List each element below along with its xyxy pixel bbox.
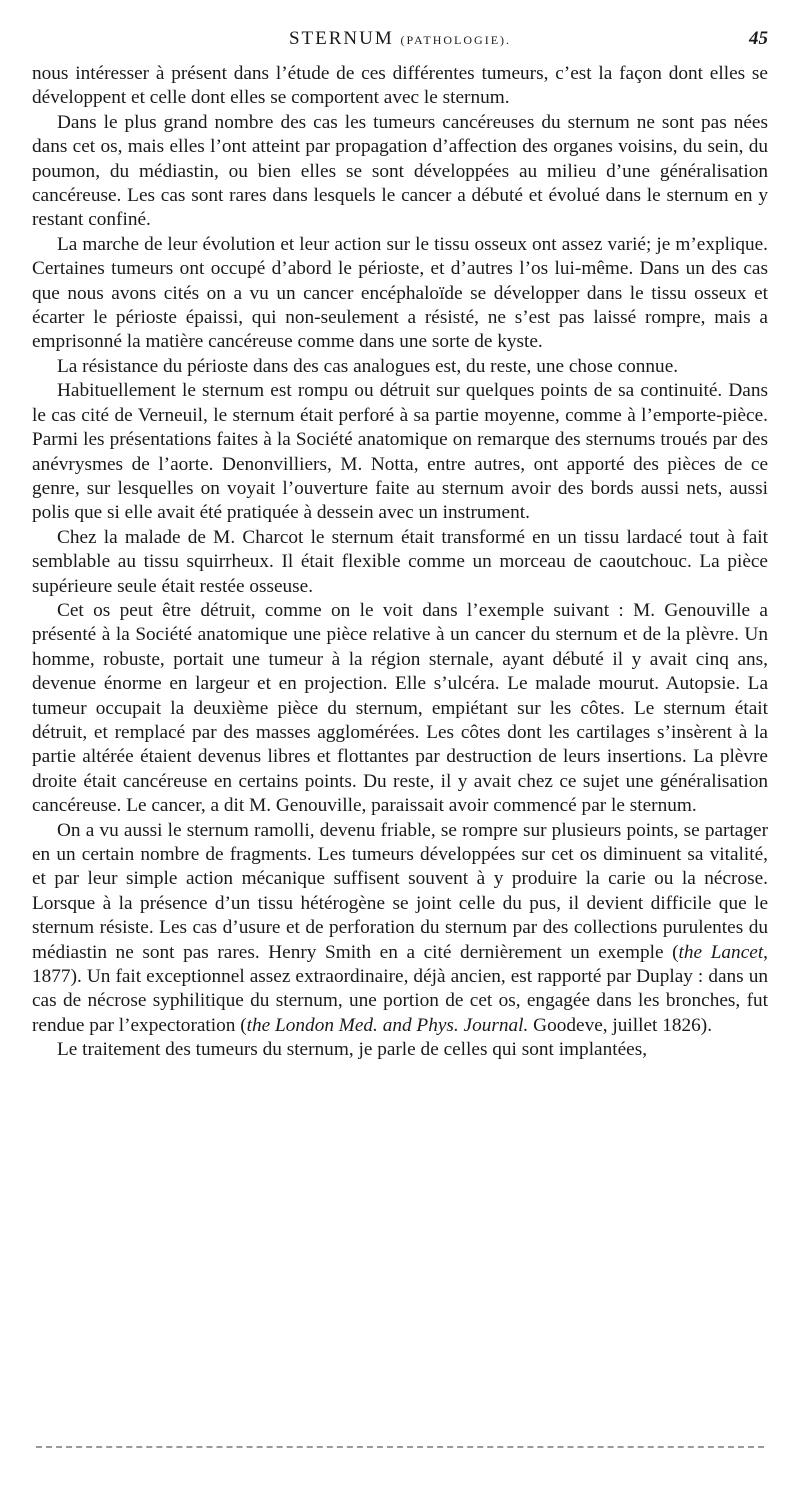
paragraph-8-text-b: , 1877). Un fait exceptionnel assez extraordinaire, déjà ancien, est rapporté par Duplay : dans un cas de nécrose syphilitique du sternum, une portion de cet os, engagée dans les bronches, fut rendue par l’expectoration ( [32,941,768,1036]
paragraph-8-text-c: Goodeve, juillet 1826). [528,1014,713,1036]
document-page [32,28,768,1063]
paragraph-4: La résistance du périoste dans des cas analogues est, du reste, une chose connue. [57,355,679,377]
paragraph-2: Dans le plus grand nombre des cas les tumeurs cancéreuses du sternum ne sont pas nées dans cet os, mais elles l’ont atteint par propagation d’affection des organes voisins, du sein, du poumon, du médiastin, ou bien elles se sont développées au milieu d’une généralisation cancéreuse. Les cas sont rares dans lesquels le cancer a débuté et évolué dans le sternum en y restant confiné. [32,111,768,231]
paragraph-3: La marche de leur évolution et leur action sur le tissu osseux ont assez varié; je m’explique. Certaines tumeurs ont occupé d’abord le périoste, et d’autres l’os lui-même. Dans un des cas que nous avons cités on a vu un cancer encéphaloïde se développer dans le tissu osseux et écarter le périoste épaissi, qui non-seulement a résisté, ne s’est pas laissé rompre, mais a emprisonné la matière cancéreuse comme dans une sorte de kyste. [32,233,768,353]
paragraph-9: Le traitement des tumeurs du sternum, je parle de celles qui sont implantées, [57,1039,648,1061]
paragraph-6: Chez la malade de M. Charcot le sternum était transformé en un tissu lardacé tout à fait semblable au tissu squirrheux. Il était flexible comme un morceau de caoutchouc. La pièce supérieure seule était restée osseuse. [32,526,768,597]
citation-the-lancet: the Lancet [678,941,764,963]
running-title-main: STERNUM [288,28,394,49]
running-title-section: (PATHOLOGIE). [400,33,512,47]
bottom-dotted-rule [36,1446,764,1448]
paragraph-8 [32,819,768,1039]
page-number: 45 [749,28,768,49]
paragraph-1: nous intéresser à présent dans l’étude de ces différentes tumeurs, c’est la façon dont elles se développent et celle dont elles se comportent avec le sternum. [32,63,768,109]
paragraph-7: Cet os peut être détruit, comme on le voit dans l’exemple suivant : M. Genouville a présenté à la Société anatomique une pièce relative à un cancer du sternum et de la plèvre. Un homme, robuste, portait une tumeur à la région sternale, ayant débuté il y avait cinq ans, devenue énorme en largeur et en projection. Elle s’ulcéra. Le malade mourut. Autopsie. La tumeur occupait la deuxième pièce du sternum, empiétant sur les côtes. Le sternum était détruit, et remplacé par des masses agglomérées. Les côtes dont les cartilages s’insèrent à la partie altérée étaient devenus libres et flottantes par destruction de leurs insertions. La plèvre droite était cancéreuse en certains points. Du reste, il y avait chez ce sujet une généralisation cancéreuse. Le cancer, a dit M. Genouville, paraissait avoir commencé par le sternum. [32,599,768,817]
running-title [32,28,768,50]
page-header [32,28,768,54]
citation-london-journal: the London Med. and Phys. Journal. [246,1014,529,1036]
paragraph-5: Habituellement le sternum est rompu ou détruit sur quelques points de sa continuité. Dans le cas cité de Verneuil, le sternum était perforé à sa partie moyenne, comme à l’emporte-pièce. Parmi les présentations faites à la Société anatomique on remarque des sternums troués par des anévrysmes de l’aorte. Denonvilliers, M. Notta, entre autres, ont apporté des pièces de ce genre, sur lesquelles on voyait l’ouverture faite au sternum avoir des bords aussi nets, aussi polis que si elle avait été pratiquée à dessein avec un instrument. [32,380,768,524]
paragraph-8-text-a: On a vu aussi le sternum ramolli, devenu friable, se rompre sur plusieurs points, se partager en un certain nombre de fragments. Les tumeurs développées sur cet os diminuent sa vitalité, et par leur simple action mécanique suffisent souvent à y produire la carie ou la nécrose. Lorsque à la présence d’un tissu hétérogène se joint celle du pus, il devient difficile que le sternum résiste. Les cas d’usure et de perforation du sternum par des collections purulentes du médiastin ne sont pas rares. Henry Smith en a cité dernièrement un exemple ( [32,819,768,963]
